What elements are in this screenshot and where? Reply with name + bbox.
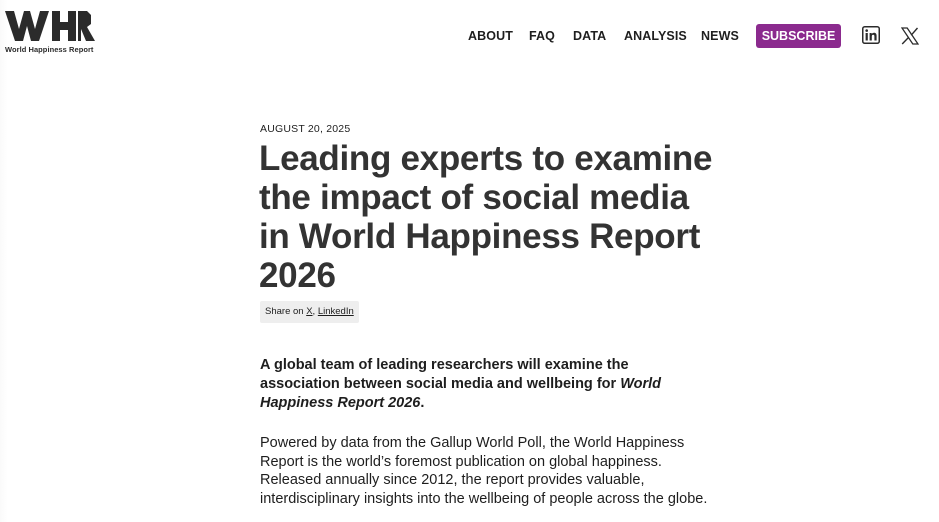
linkedin-icon bbox=[862, 26, 880, 44]
share-prefix: Share on bbox=[265, 306, 304, 317]
nav-news[interactable]: NEWS bbox=[701, 29, 739, 43]
logo-text: World Happiness Report bbox=[5, 45, 94, 54]
article-date: AUGUST 20, 2025 bbox=[260, 123, 351, 135]
share-linkedin-link[interactable]: LinkedIn bbox=[317, 306, 354, 317]
x-icon bbox=[901, 27, 919, 45]
lead-text: A global team of leading researchers will examine the association between social media and wellbeing for bbox=[260, 357, 629, 392]
article-lead bbox=[260, 356, 700, 413]
site-header bbox=[0, 0, 939, 70]
article-body: Powered by data from the Gallup World Poll, the World Happiness Report is the world’s foremost publication on global happiness. Released annually since 2012, the report provides valuable, interdisciplinary insights into the wellbeing of people across the globe. bbox=[260, 435, 708, 507]
nav-about[interactable]: ABOUT bbox=[468, 29, 513, 43]
x-link[interactable] bbox=[901, 27, 919, 50]
logo-link[interactable] bbox=[5, 10, 95, 56]
nav-analysis[interactable]: ANALYSIS bbox=[624, 29, 687, 43]
linkedin-link[interactable] bbox=[862, 26, 880, 49]
nav-faq[interactable]: FAQ bbox=[529, 29, 555, 43]
lead-end: . bbox=[420, 395, 425, 411]
share-box bbox=[260, 301, 359, 323]
nav-data[interactable]: DATA bbox=[573, 29, 607, 43]
lead-italic: World Happiness Report 2026 bbox=[260, 376, 661, 411]
article-title: Leading experts to examine the impact of social media in World Happiness Report 2026 bbox=[259, 139, 713, 295]
subscribe-button[interactable]: SUBSCRIBE bbox=[756, 24, 841, 48]
whr-logo-icon bbox=[5, 10, 97, 42]
share-separator: , bbox=[312, 306, 316, 317]
share-x-link[interactable]: X bbox=[306, 306, 313, 317]
